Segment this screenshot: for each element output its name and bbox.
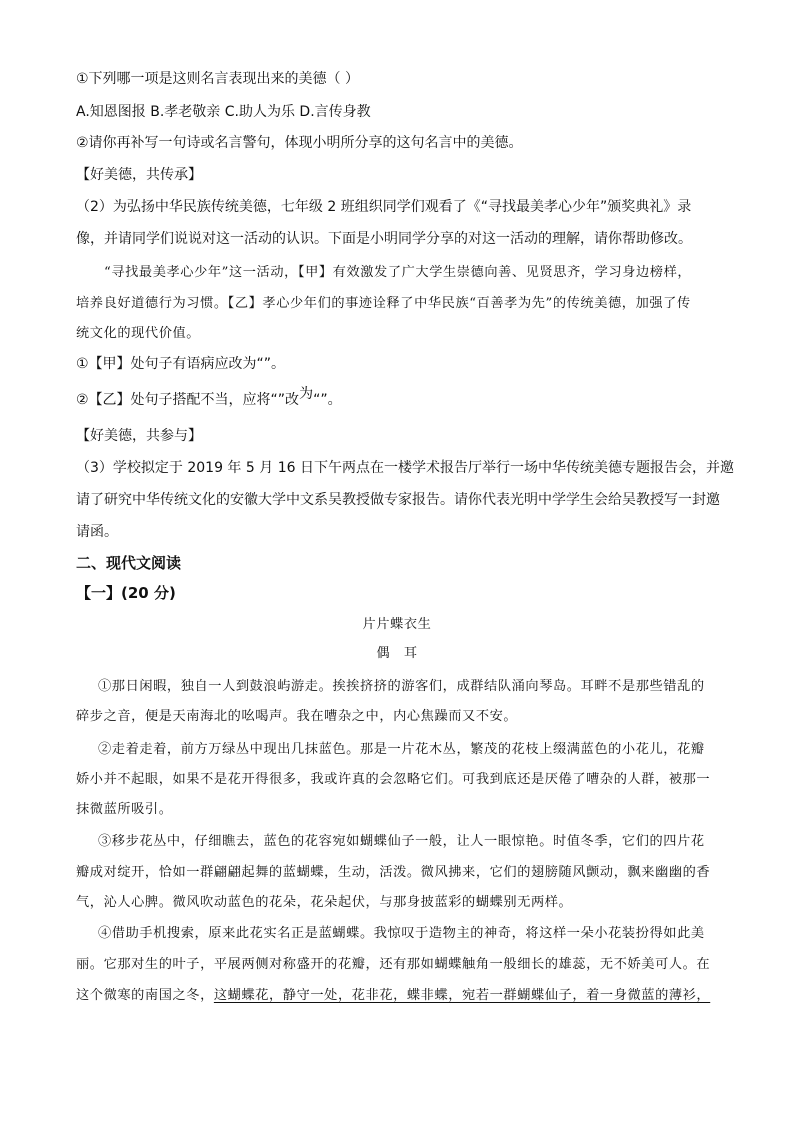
paragraph-4-line-1: ④借助手机搜索，原来此花实名正是蓝蝴蝶。我惊叹于造物主的神奇，将这样一朵小花装扮得如此美 [98,926,705,941]
paragraph-3-line-1: ③移步花丛中，仔细瞧去，蓝色的花容宛如蝴蝶仙子一般，让人一眼惊艳。时值冬季，它们的四片花 [98,834,705,849]
part-one-score: 【一】(20 分) [76,584,176,602]
options-line: A.知恩图报 B.孝老敬亲 C.助人为乐 D.言传身教 [76,104,371,120]
underlined-sentence: 这蝴蝶花，静守一处，花非花，蝶非蝶，宛若一群蝴蝶仙子，着一身微蓝的薄衫， [213,988,711,1003]
paragraph-1-line-1: ①那日闲暇，独自一人到鼓浪屿游走。挨挨挤挤的游客们，成群结队涌向琴岛。耳畔不是那些错乱的 [98,679,705,694]
sub-question-jia: ①【甲】处句子有语病应改为“”。 [76,356,286,372]
passage-line-3: 统文化的现代价值。 [76,326,201,341]
paragraph-2-line-2: 娇小并不起眼，如果不是花开得很多，我或许真的会忽略它们。可我到底还是厌倦了嘈杂的人群，被那一 [76,772,711,787]
question-3-line-1: （3）学校拟定于 2019 年 5 月 16 日下午两点在一楼学术报告厅举行一场中华传统美德专题报告会，并邀 [76,460,734,476]
article-author: 偶 耳 [376,646,418,661]
paragraph-3-line-2: 瓣成对绽开，恰如一群翩翩起舞的蓝蝴蝶，生动，活泼。微风拂来，它们的翅膀随风颤动，飘来幽幽的香 [76,865,711,880]
paragraph-4-line-3-start: 这个微寒的南国之冬， [76,988,214,1003]
section-heading-participate: 【好美德，共参与】 [76,428,202,444]
section-title-modern-reading: 二、现代文阅读 [76,554,182,572]
paragraph-4-line-3 [76,984,710,1003]
question-1-1: ①下列哪一项是这则名言表现出来的美德（ ） [76,71,359,87]
paragraph-3-line-3: 气，沁人心脾。微风吹动蓝色的花朵，花朵起伏，与那身披蓝彩的蝴蝶别无两样。 [76,895,573,910]
sub-question-yi-text: ②【乙】处句子搭配不当，应将“”改 [76,392,300,408]
question-2-line-2: 像，并请同学们说说对这一活动的认识。下面是小明同学分享的对这一活动的理解，请你帮助修改。 [76,231,692,247]
paragraph-1-line-2: 碎步之音，便是天南海北的吆喝声。我在嘈杂之中，内心焦躁而又不安。 [76,709,518,724]
section-heading-inherit: 【好美德，共传承】 [76,167,202,183]
sub-question-yi [76,386,342,409]
question-1-2: ②请你再补写一句诗或名言警句，体现小明所分享的这句名言中的美德。 [76,135,523,151]
sub-question-yi-wei: 为 [299,386,314,402]
sub-question-yi-end: “”。 [313,392,342,408]
question-2-line-1: （2）为弘扬中华民族传统美德，七年级 2 班组织同学们观看了《“寻找最美孝心少年”颁奖典礼》录 [76,199,692,215]
passage-line-2: 培养良好道德行为习惯。【乙】孝心少年们的事迹诠释了中华民族“百善孝为先”的传统美德，加强了传 [76,296,691,311]
paragraph-2-line-3: 抹微蓝所吸引。 [76,802,173,817]
paragraph-2-line-1: ②走着走着，前方万绿丛中现出几抹蓝色。那是一片花木丛，繁茂的花枝上缀满蓝色的小花儿，花瓣 [98,742,705,757]
question-3-line-3: 请函。 [76,524,118,540]
passage-line-1: “寻找最美孝心少年”这一活动，【甲】有效激发了广大学生崇德向善、见贤思齐，学习身边榜样， [104,265,692,280]
paragraph-4-line-2: 丽。它那对生的叶子，平展两侧对称盛开的花瓣，还有那如蝴蝶触角一般细长的雄蕊，无不娇美可人。在 [76,957,711,972]
question-3-line-2: 请了研究中华传统文化的安徽大学中文系吴教授做专家报告。请你代表光明中学学生会给吴教授写一封邀 [76,492,720,508]
article-title: 片片蝶衣生 [362,617,432,632]
